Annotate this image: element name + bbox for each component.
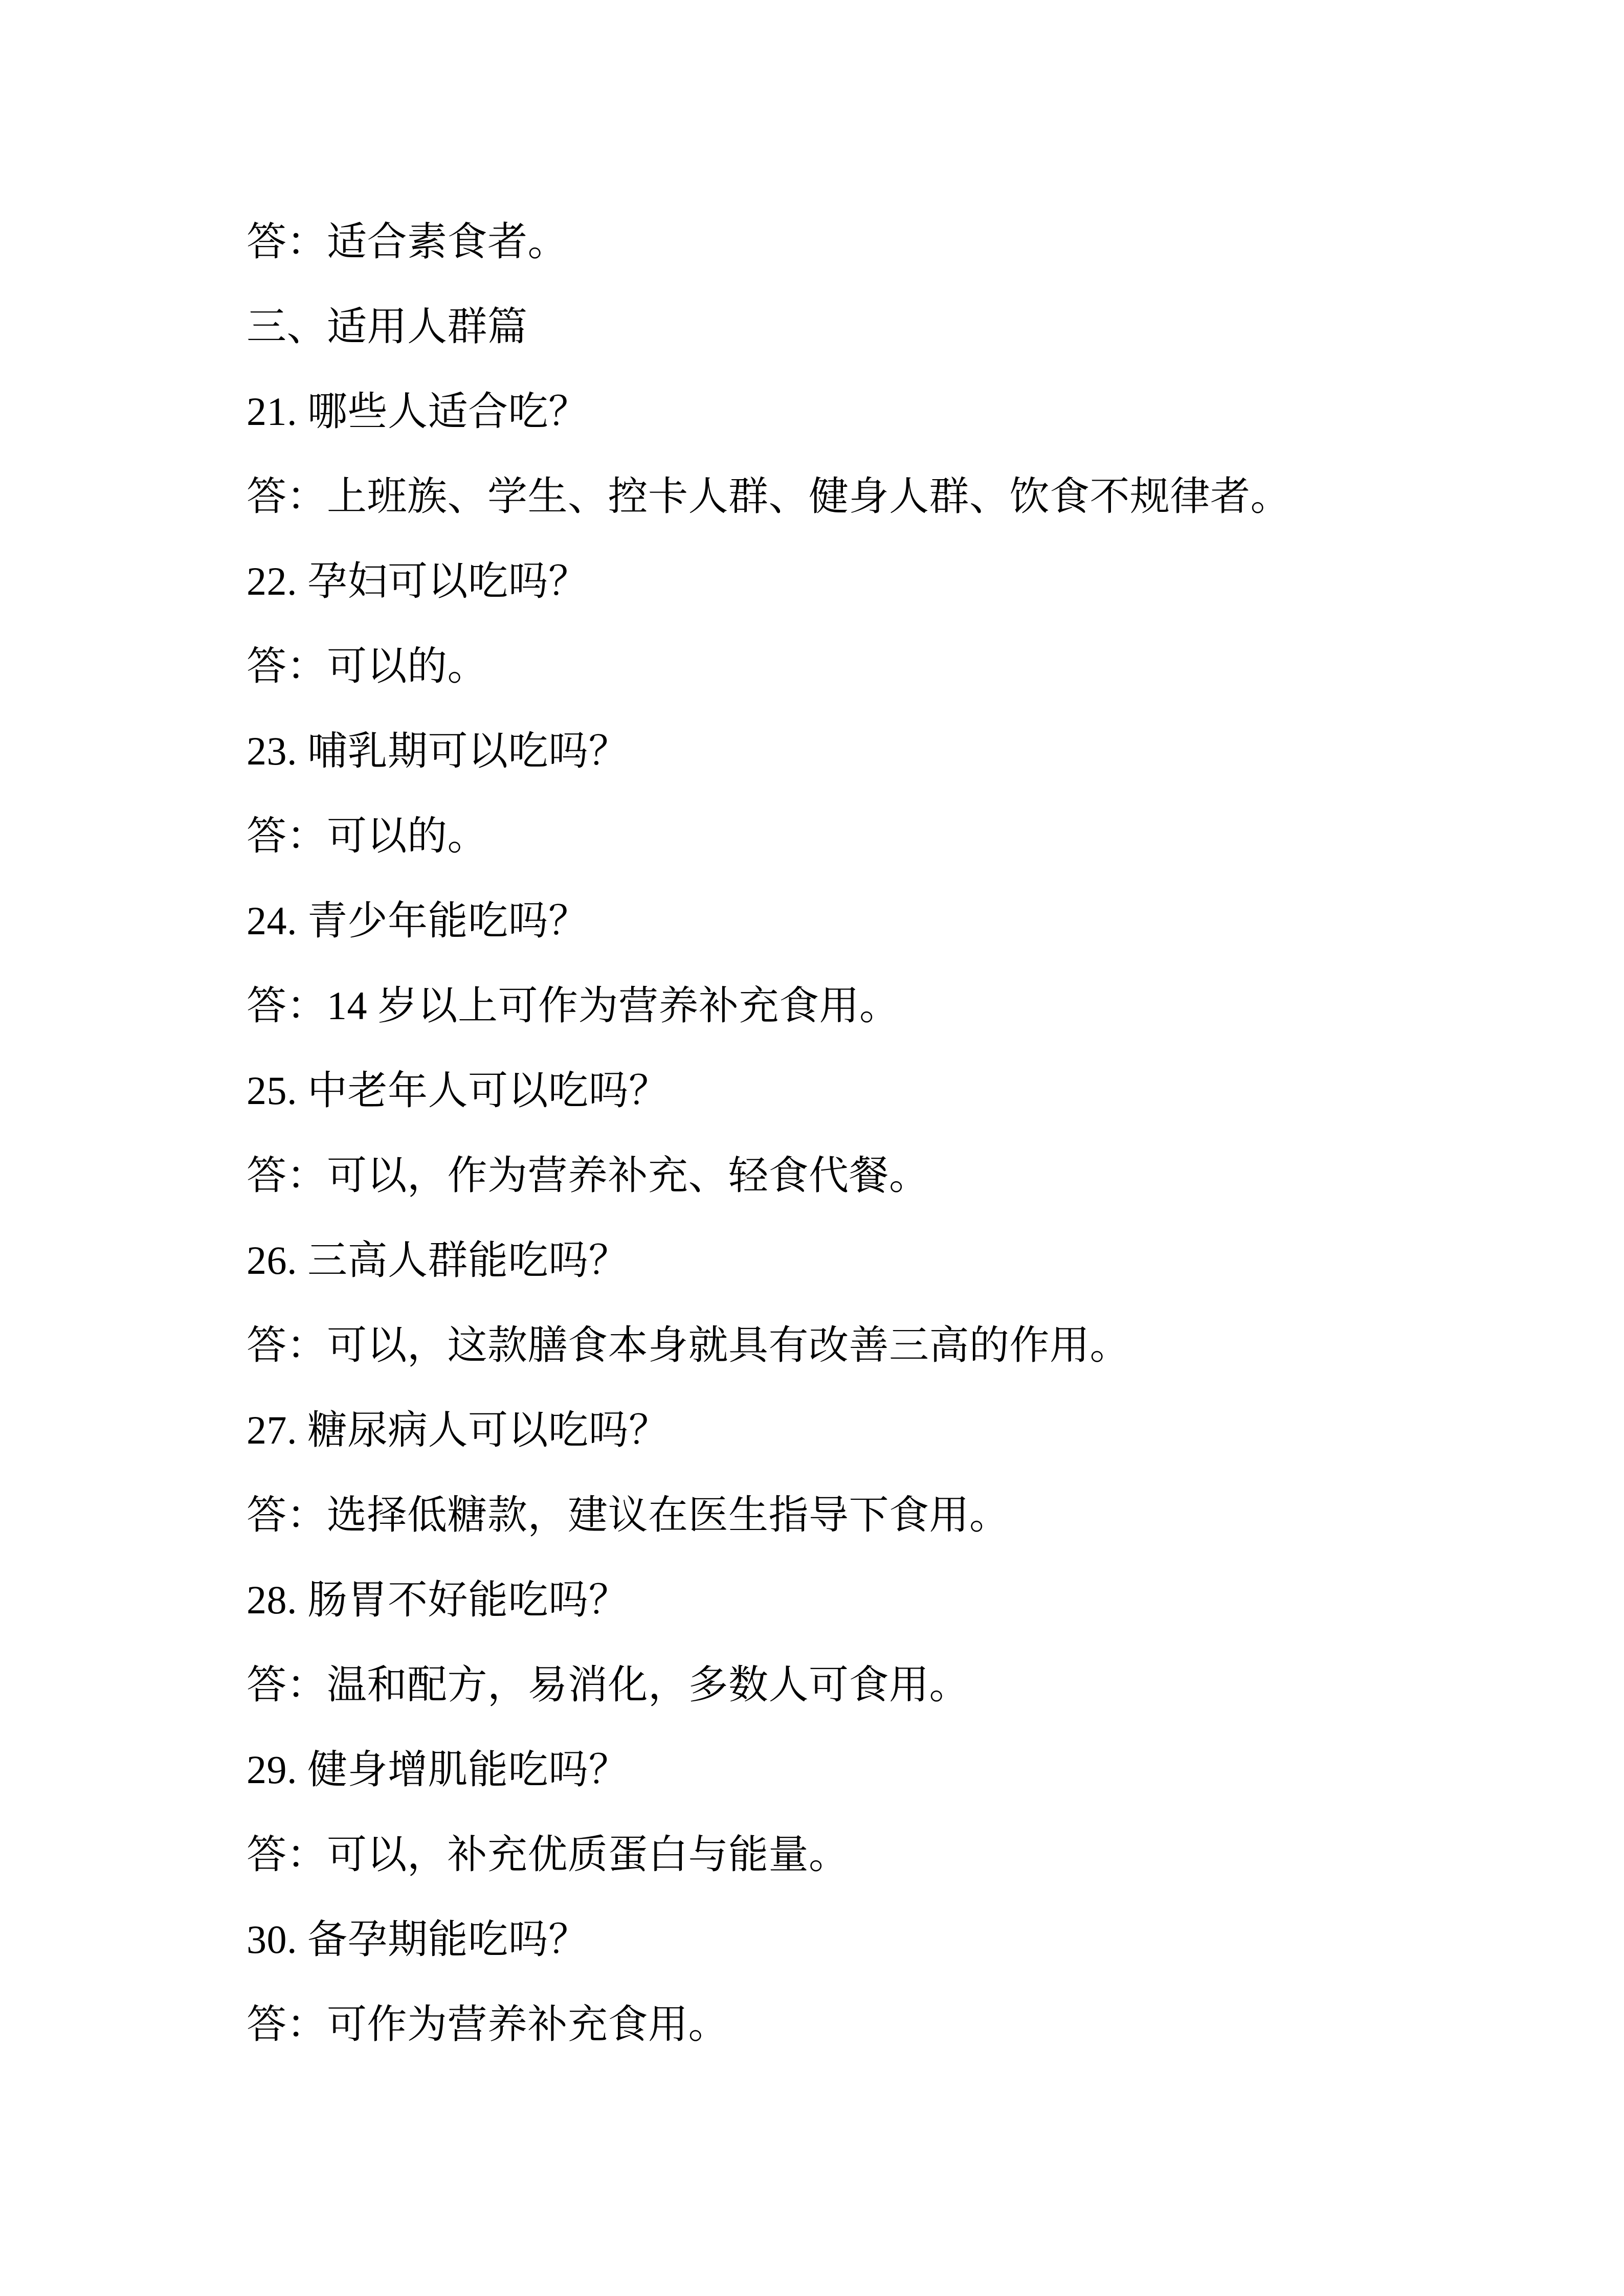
question-line: 29. 健身增肌能吃吗？ [247, 1747, 629, 1792]
answer-line: 答：可以，补充优质蛋白与能量。 [247, 1832, 849, 1877]
answer-line: 答：温和配方，易消化，多数人可食用。 [247, 1662, 970, 1707]
question-line: 21. 哪些人适合吃？ [247, 389, 589, 434]
answer-line: 答：选择低糖款，建议在医生指导下食用。 [247, 1493, 1010, 1537]
answer-line: 答：适合素食者。 [247, 219, 568, 264]
answer-line: 答：可以的。 [247, 814, 488, 858]
question-line: 28. 肠胃不好能吃吗？ [247, 1578, 629, 1622]
question-line: 27. 糖尿病人可以吃吗？ [247, 1408, 669, 1452]
question-line: 24. 青少年能吃吗？ [247, 898, 589, 943]
answer-line: 答：可以，这款膳食本身就具有改善三高的作用。 [247, 1323, 1130, 1367]
section-heading: 三、适用人群篇 [247, 304, 528, 349]
answer-line: 答：可以的。 [247, 644, 488, 688]
question-line: 30. 备孕期能吃吗？ [247, 1917, 589, 1962]
answer-line: 答：可作为营养补充食用。 [247, 2002, 729, 2046]
question-line: 25. 中老年人可以吃吗？ [247, 1068, 669, 1113]
question-line: 22. 孕妇可以吃吗？ [247, 559, 589, 603]
answer-line: 答：上班族、学生、控卡人群、健身人群、饮食不规律者。 [247, 474, 1291, 519]
answer-line: 答：可以，作为营养补充、轻食代餐。 [247, 1153, 929, 1198]
question-line: 23. 哺乳期可以吃吗？ [247, 729, 629, 773]
answer-line: 答：14 岁以上可作为营养补充食用。 [247, 983, 900, 1028]
question-line: 26. 三高人群能吃吗？ [247, 1238, 629, 1282]
